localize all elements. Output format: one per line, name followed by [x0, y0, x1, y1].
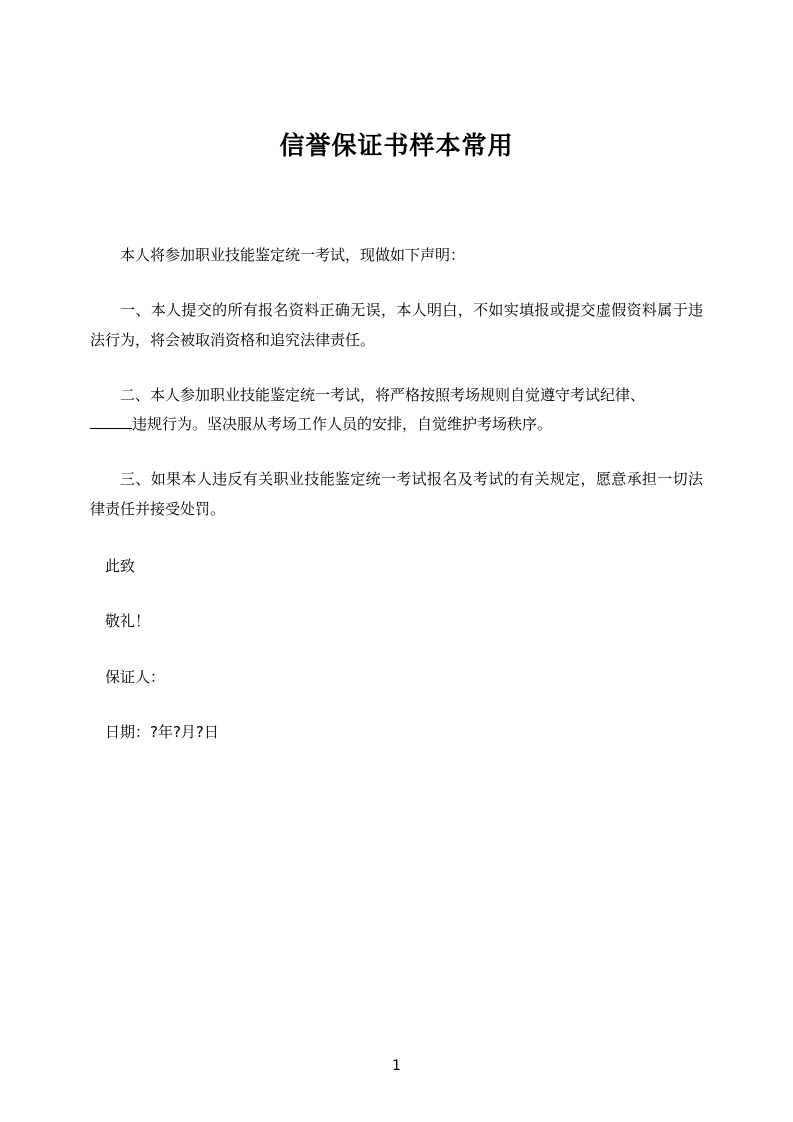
clause-2-text-first: 二、本人参加职业技能鉴定统一考试，将严格按照考场规则自觉遵守考试纪律、 — [120, 385, 646, 404]
intro-paragraph: 本人将参加职业技能鉴定统一考试，现做如下声明： — [120, 246, 466, 264]
closing-salutation: 此致 — [105, 556, 136, 575]
clause-paragraph-2 — [90, 381, 703, 440]
clause-paragraph-3: 三、如果本人违反有关职业技能鉴定统一考试报名及考试的有关规定，愿意承担一切法律责任并接受处罚。 — [90, 470, 703, 518]
document-body — [90, 241, 703, 746]
page-title: 信誉保证书样本常用 — [279, 131, 514, 160]
page-number: 1 — [392, 1058, 401, 1074]
signer-label: 保证人： — [105, 667, 166, 686]
closing-block — [90, 554, 703, 746]
date-label: 日期：?年?月?日 — [105, 723, 219, 742]
clause-2-text-second: 违规行为。坚决服从考场工作人员的安排，自觉维护考场秩序。 — [132, 415, 553, 433]
document-content — [90, 0, 703, 1122]
closing-regards: 敬礼！ — [105, 612, 151, 631]
clause-paragraph-1: 一、本人提交的所有报名资料正确无误，本人明白，不如实填报或提交虚假资料属于违法行为，将会被取消资格和追究法律责任。 — [90, 301, 703, 349]
fill-in-blank — [90, 428, 132, 429]
